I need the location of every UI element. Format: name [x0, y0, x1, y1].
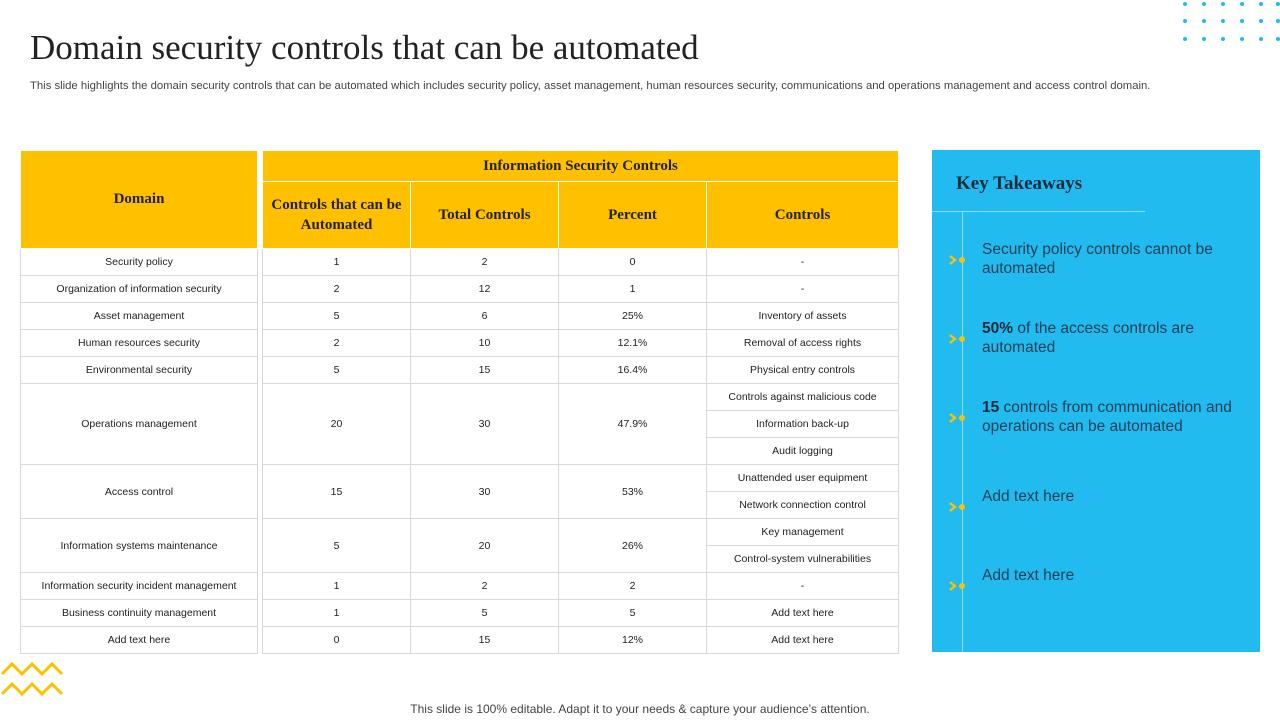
table-row — [21, 384, 258, 465]
domain-cell: Organization of information security — [21, 276, 258, 303]
domain-cell: Information security incident management — [21, 573, 258, 600]
table-row — [21, 330, 258, 357]
table-row — [21, 465, 258, 519]
controls-table — [262, 150, 899, 654]
domain-cell: Access control — [21, 465, 258, 519]
automated-cell: 20 — [263, 384, 411, 465]
total-cell: 15 — [411, 357, 559, 384]
domain-cell: Business continuity management — [21, 600, 258, 627]
table-row — [263, 357, 899, 384]
total-cell: 30 — [411, 384, 559, 465]
takeaway-text: controls from communication and operations can be automated — [982, 399, 1232, 435]
automated-cell: 5 — [263, 357, 411, 384]
table-row — [21, 600, 258, 627]
chevron-bullet-icon — [948, 333, 970, 345]
total-cell: 2 — [411, 573, 559, 600]
total-cell: 12 — [411, 276, 559, 303]
chevron-bullet-icon — [948, 412, 970, 424]
control-cell: Unattended user equipment — [707, 465, 899, 492]
key-takeaways-title: Key Takeaways — [956, 173, 1083, 194]
table-row — [263, 519, 899, 546]
domain-cell: Asset management — [21, 303, 258, 330]
table-row — [263, 330, 899, 357]
takeaway-item — [982, 398, 1232, 436]
control-cell: Information back-up — [707, 411, 899, 438]
percent-cell: 2 — [559, 573, 707, 600]
percent-cell: 1 — [559, 276, 707, 303]
control-cell: Control-system vulnerabilities — [707, 546, 899, 573]
table-row — [21, 627, 258, 654]
controls-header: Controls — [707, 182, 899, 249]
control-cell: Add text here — [707, 600, 899, 627]
domain-header: Domain — [21, 151, 258, 249]
percent-cell: 26% — [559, 519, 707, 573]
page-subtitle: This slide highlights the domain security controls that can be automated which includes security policy, asset management, human resources security, communications and operations management and access control domain. — [30, 80, 1151, 92]
table-row — [21, 276, 258, 303]
domain-cell: Add text here — [21, 627, 258, 654]
percent-cell: 47.9% — [559, 384, 707, 465]
divider — [932, 211, 1145, 212]
automated-cell: 5 — [263, 303, 411, 330]
total-cell: 10 — [411, 330, 559, 357]
control-cell: - — [707, 276, 899, 303]
percent-cell: 12.1% — [559, 330, 707, 357]
total-cell: 20 — [411, 519, 559, 573]
info-security-controls-header: Information Security Controls — [263, 151, 899, 182]
automated-cell: 1 — [263, 600, 411, 627]
table-row — [263, 627, 899, 654]
total-cell: 5 — [411, 600, 559, 627]
chevron-bullet-icon — [948, 580, 970, 592]
automated-cell: 1 — [263, 573, 411, 600]
takeaway-text: Add text here — [982, 567, 1075, 584]
control-cell: Physical entry controls — [707, 357, 899, 384]
domain-cell: Security policy — [21, 249, 258, 276]
percent-cell: 12% — [559, 627, 707, 654]
table-row — [21, 357, 258, 384]
percent-cell: 25% — [559, 303, 707, 330]
domain-cell: Human resources security — [21, 330, 258, 357]
control-cell: - — [707, 573, 899, 600]
takeaway-text: of the access controls are automated — [982, 320, 1194, 356]
control-cell: Inventory of assets — [707, 303, 899, 330]
page-title: Domain security controls that can be automated — [30, 28, 699, 67]
control-cell: Add text here — [707, 627, 899, 654]
automated-cell: 2 — [263, 330, 411, 357]
takeaway-highlight: 50% — [982, 320, 1014, 337]
takeaway-text: Add text here — [982, 488, 1075, 505]
percent-cell: 16.4% — [559, 357, 707, 384]
takeaway-text: Security policy controls cannot be automated — [982, 241, 1213, 277]
automated-cell: 0 — [263, 627, 411, 654]
domain-cell: Operations management — [21, 384, 258, 465]
table-row — [263, 465, 899, 492]
automated-cell: 1 — [263, 249, 411, 276]
chevron-bullet-icon — [948, 501, 970, 513]
total-controls-header: Total Controls — [411, 182, 559, 249]
table-row — [21, 573, 258, 600]
control-cell: Controls against malicious code — [707, 384, 899, 411]
table-row — [21, 519, 258, 573]
control-cell: Audit logging — [707, 438, 899, 465]
chevron-bullet-icon — [948, 254, 970, 266]
table-row — [263, 573, 899, 600]
table-row — [263, 600, 899, 627]
control-cell: Key management — [707, 519, 899, 546]
control-cell: - — [707, 249, 899, 276]
automated-cell: 2 — [263, 276, 411, 303]
table-row — [263, 384, 899, 411]
percent-cell: 53% — [559, 465, 707, 519]
total-cell: 15 — [411, 627, 559, 654]
control-cell: Network connection control — [707, 492, 899, 519]
domain-cell: Information systems maintenance — [21, 519, 258, 573]
decorative-dots — [1180, 0, 1280, 44]
control-cell: Removal of access rights — [707, 330, 899, 357]
takeaway-item — [982, 319, 1232, 357]
total-cell: 30 — [411, 465, 559, 519]
zigzag-decoration — [0, 660, 66, 700]
automated-cell: 5 — [263, 519, 411, 573]
takeaway-item — [982, 487, 1232, 506]
table-row — [263, 249, 899, 276]
table-row — [21, 303, 258, 330]
total-cell: 2 — [411, 249, 559, 276]
takeaway-item — [982, 240, 1232, 278]
total-cell: 6 — [411, 303, 559, 330]
percent-cell: 0 — [559, 249, 707, 276]
automated-header: Controls that can be Automated — [263, 182, 411, 249]
domain-cell: Environmental security — [21, 357, 258, 384]
table-row — [21, 249, 258, 276]
takeaway-item — [982, 566, 1232, 585]
table-row — [263, 276, 899, 303]
percent-header: Percent — [559, 182, 707, 249]
key-takeaways-panel — [932, 150, 1260, 652]
percent-cell: 5 — [559, 600, 707, 627]
table-row — [263, 303, 899, 330]
footer-note: This slide is 100% editable. Adapt it to your needs & capture your audience’s attention. — [410, 702, 870, 716]
automated-cell: 15 — [263, 465, 411, 519]
takeaway-highlight: 15 — [982, 399, 1000, 416]
domain-table — [20, 150, 258, 654]
